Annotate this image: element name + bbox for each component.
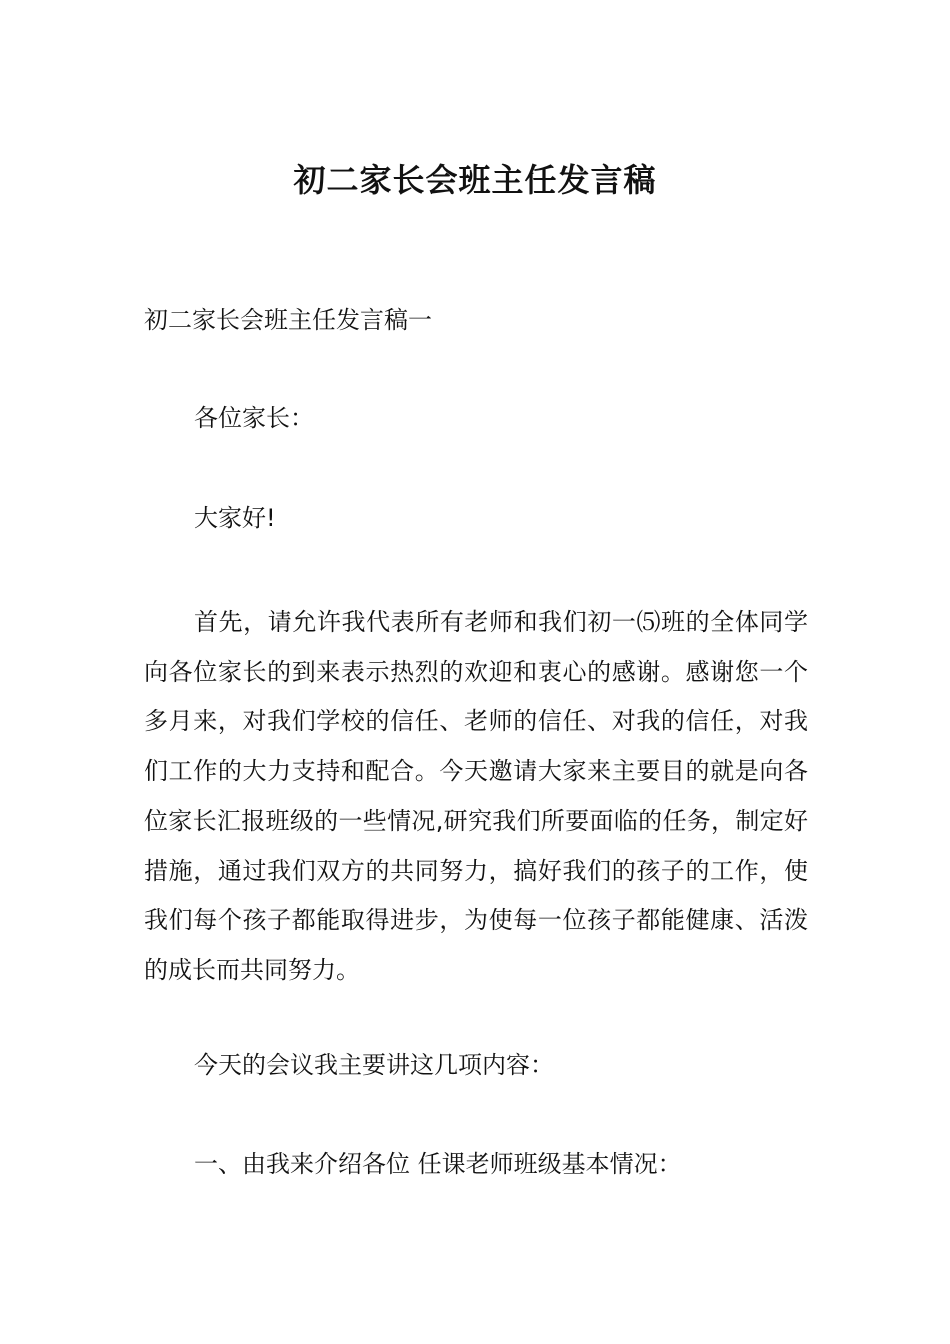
greeting-parents: 各位家长： bbox=[194, 404, 314, 432]
agenda-intro: 今天的会议我主要讲这几项内容： bbox=[194, 1051, 554, 1079]
greeting-hello: 大家好! bbox=[194, 504, 276, 532]
agenda-item-1: 一、由我来介绍各位 任课老师班级基本情况： bbox=[194, 1150, 682, 1178]
document-title: 初二家长会班主任发言稿 bbox=[293, 161, 657, 199]
document-subtitle: 初二家长会班主任发言稿一 bbox=[144, 306, 432, 334]
body-paragraph: 首先，请允许我代表所有老师和我们初一⑸班的全体同学向各位家长的到来表示热烈的欢迎和衷心的感谢。感谢您一个多月来，对我们学校的信任、老师的信任、对我的信任，对我们工作的大力支持和配合。今天邀请大家来主要目的就是向各位家长汇报班级的一些情况,研究我们所要面临的任务，制定好措施，通过我们双方的共同努力，搞好我们的孩子的工作，使我们每个孩子都能取得进步，为使每一位孩子都能健康、活泼的成长而共同努力。 bbox=[144, 608, 808, 984]
